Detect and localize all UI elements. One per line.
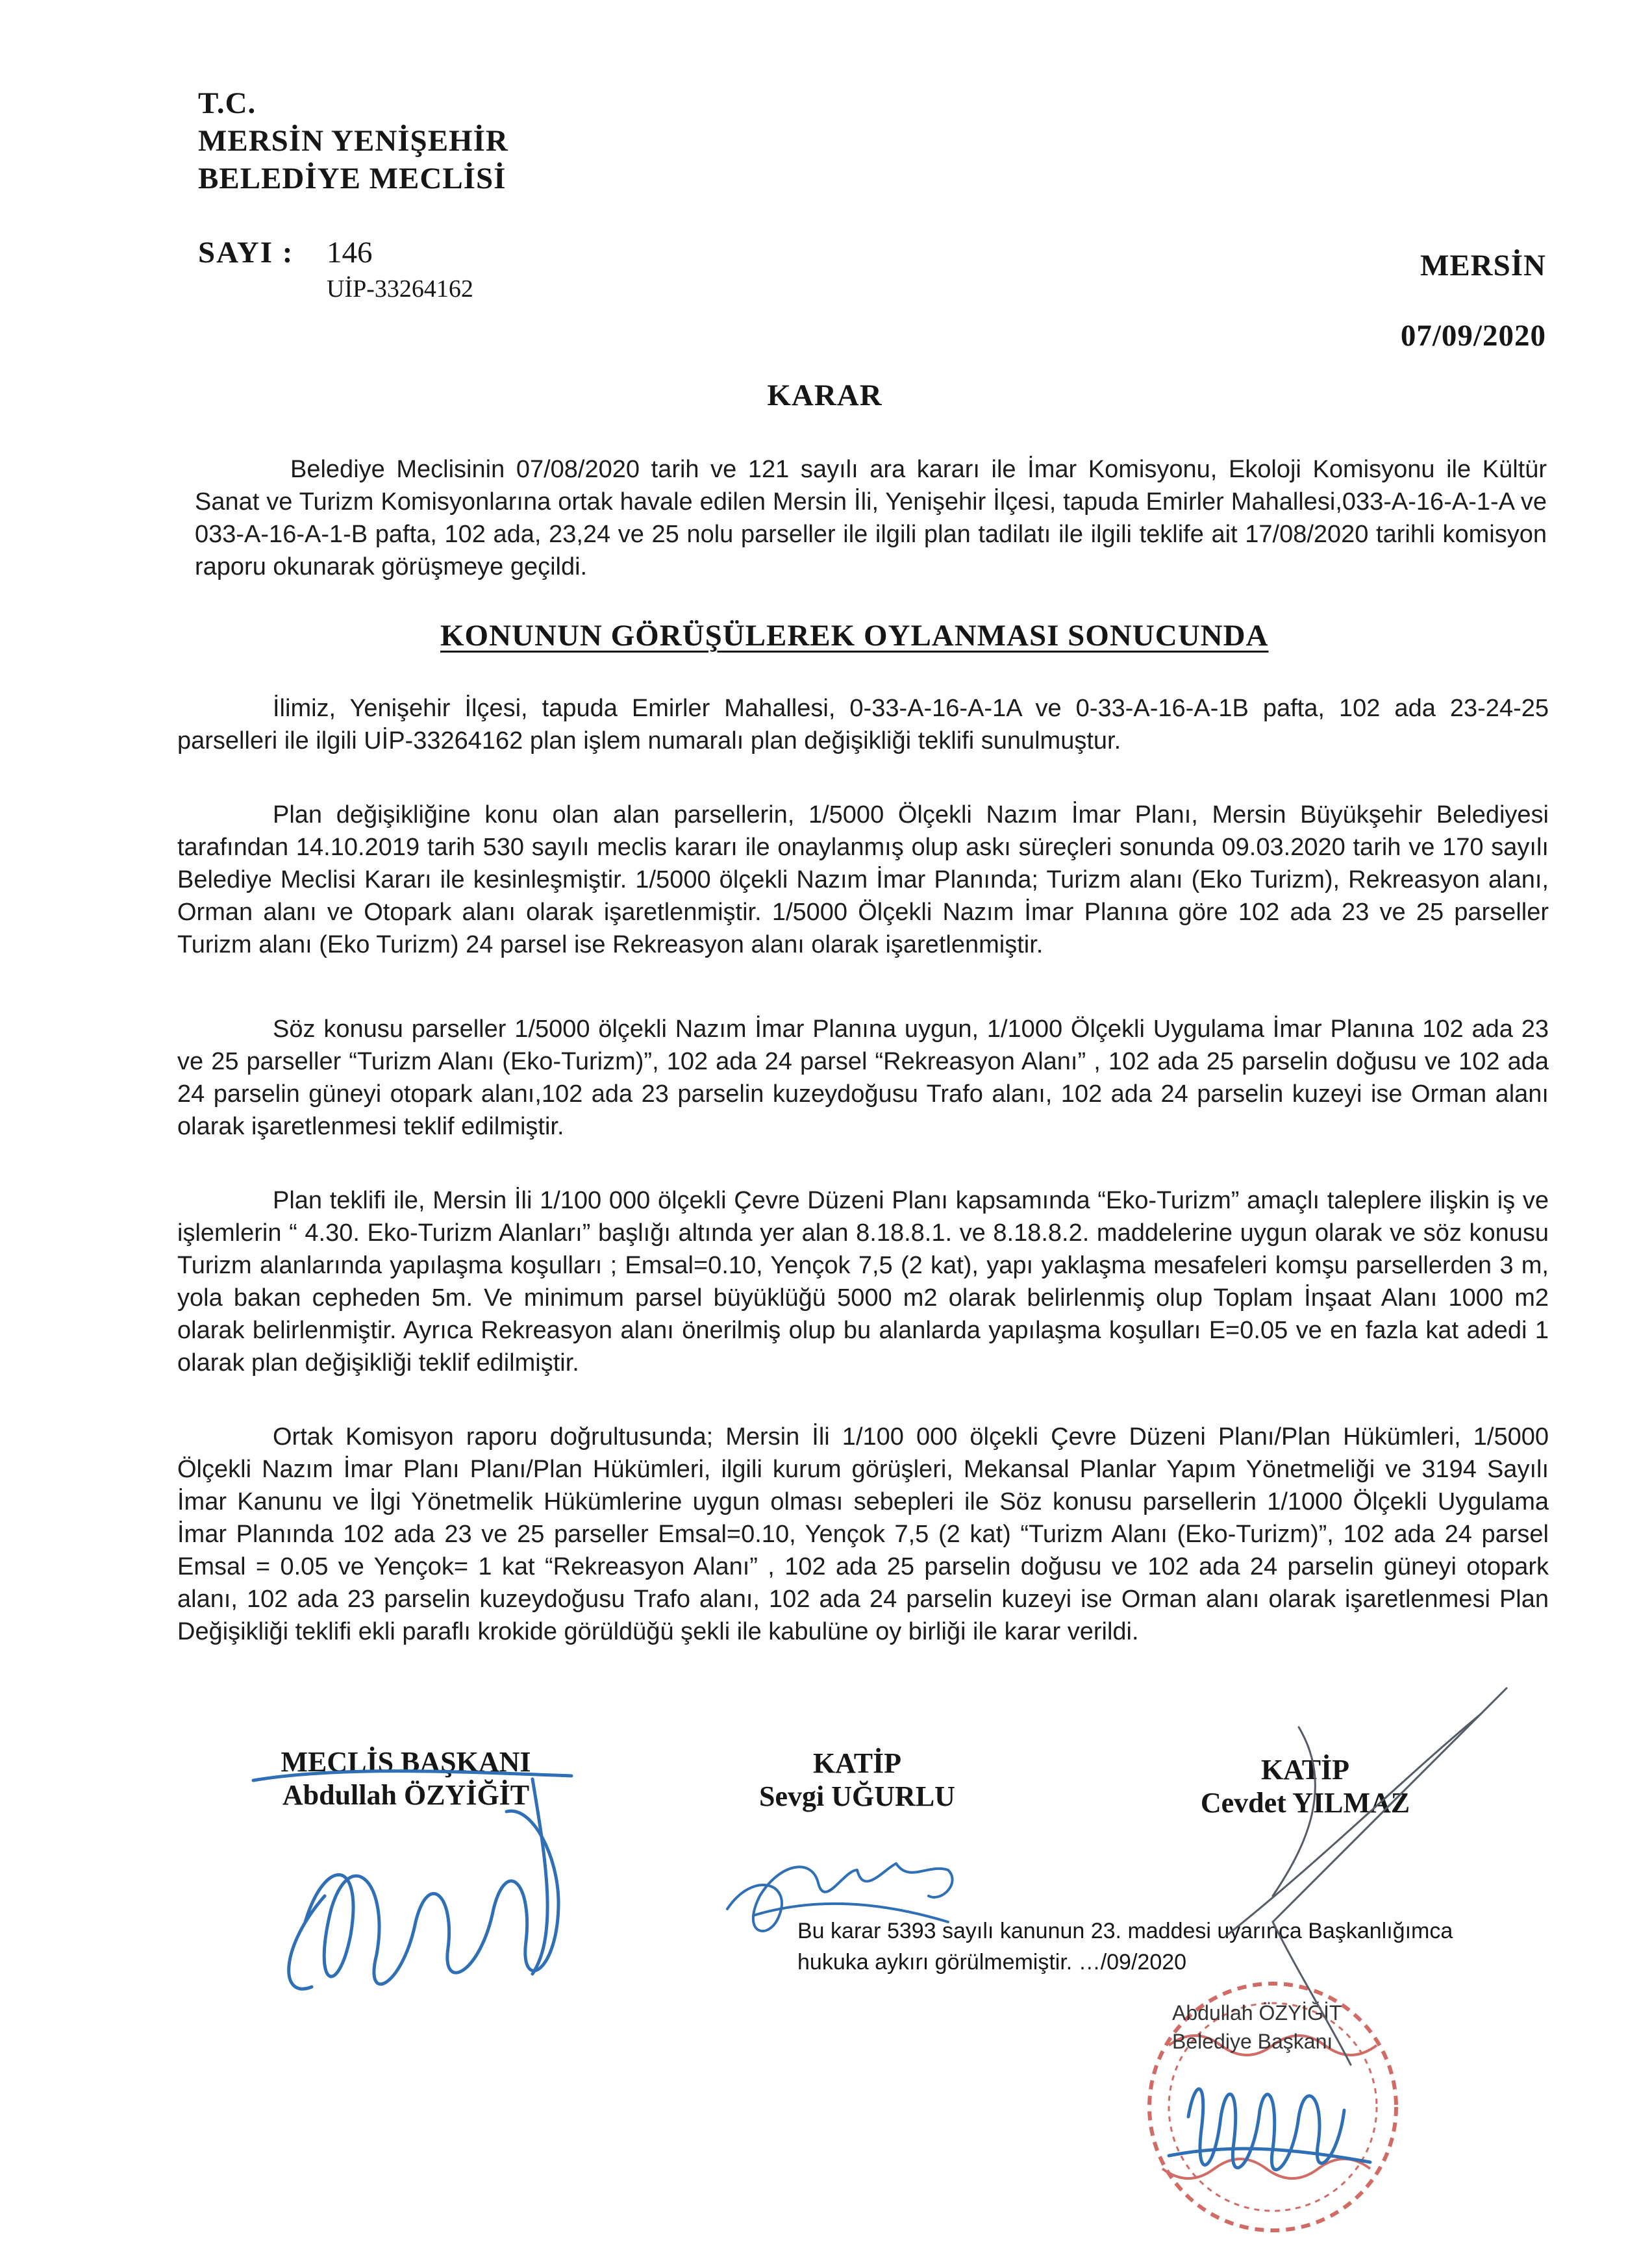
header-municipality: MERSİN YENİŞEHİR <box>198 124 508 158</box>
header-block <box>198 84 508 197</box>
stamp-name: Abdullah ÖZYİĞİT <box>1172 2001 1342 2025</box>
body-paragraph-3: Söz konusu parseller 1/5000 ölçekli Nazım İmar Planına uygun, 1/1000 Ölçekli Uygulama İmar Planına 102 ada 23 ve 25 parseller “Turizm Alanı (Eko-Turizm)”, 102 ada 24 parsel “Rekreasyon Alanı” , 102 ada 25 parselin doğusu ve 102 ada 24 parselin güneyi otopark alanı,102 ada 23 parselin kuzeydoğusu Trafo alanı, 102 ada 24 parselin kuzeyi ise Orman alanı olarak işaretlenmesi teklif edilmiştir. <box>177 1016 1549 1140</box>
body-paragraph-1: İlimiz, Yenişehir İlçesi, tapuda Emirler Mahallesi, 0-33-A-16-A-1A ve 0-33-A-16-A-1B pafta, 102 ada 23-24-25 parselleri ile ilgili UİP-33264162 plan işlem numaralı plan değişikliği teklifi sunulmuştur. <box>177 695 1549 754</box>
approval-line-1: Bu karar 5393 sayılı kanunun 23. maddesi uyarınca Başkanlığımca <box>797 1919 1453 1943</box>
decision-date: 07/09/2020 <box>1400 319 1546 353</box>
signatory-name: Cevdet YILMAZ <box>1200 1787 1410 1819</box>
signatory-chair <box>231 1745 581 1812</box>
sayi-label: SAYI : <box>198 236 294 269</box>
sayi-value: 146 <box>327 236 373 269</box>
body-paragraph-5: Ortak Komisyon raporu doğrultusunda; Mersin İli 1/100 000 ölçekli Çevre Düzeni Planı/Plan Hükümleri, 1/5000 Ölçekli Nazım İmar Planı Planı/Plan Hükümleri, ilgili kurum görüşleri, Mekansal Planlar Yapım Yönetmeliği ve 3194 Sayılı İmar Kanunu ve İlgi Yönetmelik Hükümlerine uygun olması sebepleri ile Söz konusu parsellerin 1/1000 Ölçekli Uygulama İmar Planında 102 ada 23 ve 25 parseller Emsal=0.10, Yençok 7,5 (2 kat) “Turizm Alanı (Eko-Turizm)”, 102 ada 24 parsel Emsal = 0.05 ve Yençok= 1 kat “Rekreasyon Alanı” , 102 ada 25 parselin doğusu ve 102 ada 24 parselin güneyi otopark alanı, 102 ada 23 parselin kuzeydoğusu Trafo alanı, 102 ada 24 parselin kuzeyi ise Orman alanı olarak işaretlenmesi Plan Değişikliği teklifi ekli paraflı krokide görüldüğü şekli ile kabulüne oy birliği ile karar verildi. <box>177 1423 1549 1645</box>
body-paragraph-4: Plan teklifi ile, Mersin İli 1/100 000 ölçekli Çevre Düzeni Planı kapsamında “Eko-Turizm” amaçlı taleplere ilişkin iş ve işlemlerin “ 4.30. Eko-Turizm Alanları” başlığı altında yer alan 8.18.8.1. ve 8.18.8.2. maddelerine uygun olarak ve söz konusu Turizm alanlarında yapılaşma koşulları ; Emsal=0.10, Yençok 7,5 (2 kat), yapı yaklaşma mesafeleri komşu parsellerden 3 m, yola bakan cepheden 5m. Ve minimum parsel büyüklüğü 5000 m2 olarak belirlenmiş olup Toplam İnşaat Alanı 1000 m2 olarak belirlenmiştir. Ayrıca Rekreasyon alanı önerilmiş olup bu alanlarda yapılaşma koşulları E=0.05 ve en fazla kat adedi 1 olarak plan değişikliği teklif edilmiştir. <box>177 1187 1549 1377</box>
signatory-title: KATİP <box>812 1747 902 1779</box>
decision-title: KARAR <box>767 379 882 412</box>
header-tc: T.C. <box>198 86 257 120</box>
stamp-title: Belediye Başkanı <box>1172 2030 1333 2053</box>
approval-line-2: hukuka aykırı görülmemiştir. …/09/2020 <box>797 1950 1187 1975</box>
approval-note <box>797 1915 1453 1978</box>
signatory-title: KATİP <box>1260 1754 1350 1786</box>
signatory-clerk-2 <box>1169 1753 1442 1819</box>
signatory-name: Sevgi UĞURLU <box>759 1780 955 1812</box>
signatory-clerk-1 <box>721 1747 994 1813</box>
city: MERSİN <box>1420 249 1546 282</box>
intro-paragraph: Belediye Meclisinin 07/08/2020 tarih ve 121 sayılı ara kararı ile İmar Komisyonu, Ekoloji Komisyonu ile Kültür Sanat ve Turizm Komisyonlarına ortak havale edilen Mersin İli, Yenişehir İlçesi, tapuda Emirler Mahallesi,033-A-16-A-1-A ve 033-A-16-A-1-B pafta, 102 ada, 23,24 ve 25 nolu parseller ile ilgili plan tadilatı ile ilgili teklife ait 17/08/2020 tarihli komisyon raporu okunarak görüşmeye geçildi. <box>195 456 1547 580</box>
signatory-name: Abdullah ÖZYİĞİT <box>282 1779 530 1811</box>
uip-number: UİP-33264162 <box>327 275 473 303</box>
stamp-text <box>1172 1999 1342 2056</box>
signatory-title: MECLİS BAŞKANI <box>281 1746 531 1778</box>
header-council: BELEDİYE MECLİSİ <box>198 162 507 195</box>
vote-subtitle: KONUNUN GÖRÜŞÜLEREK OYLANMASI SONUCUNDA <box>440 619 1269 653</box>
body-paragraph-2: Plan değişikliğine konu olan alan parsellerin, 1/5000 Ölçekli Nazım İmar Planı, Mersin Büyükşehir Belediyesi tarafından 14.10.2019 tarih 530 sayılı meclis kararı ile onaylanmış olup askı süreçleri sonunda 09.03.2020 tarih ve 170 sayılı Belediye Meclisi Kararı ile kesinleşmiştir. 1/5000 ölçekli Nazım İmar Planında; Turizm alanı (Eko Turizm), Rekreasyon alanı, Orman alanı ve Otopark alanı olarak işaretlenmiştir. 1/5000 Ölçekli Nazım İmar Planına göre 102 ada 23 ve 25 parseller Turizm alanı (Eko Turizm) 24 parsel ise Rekreasyon alanı olarak işaretlenmiştir. <box>177 801 1549 958</box>
